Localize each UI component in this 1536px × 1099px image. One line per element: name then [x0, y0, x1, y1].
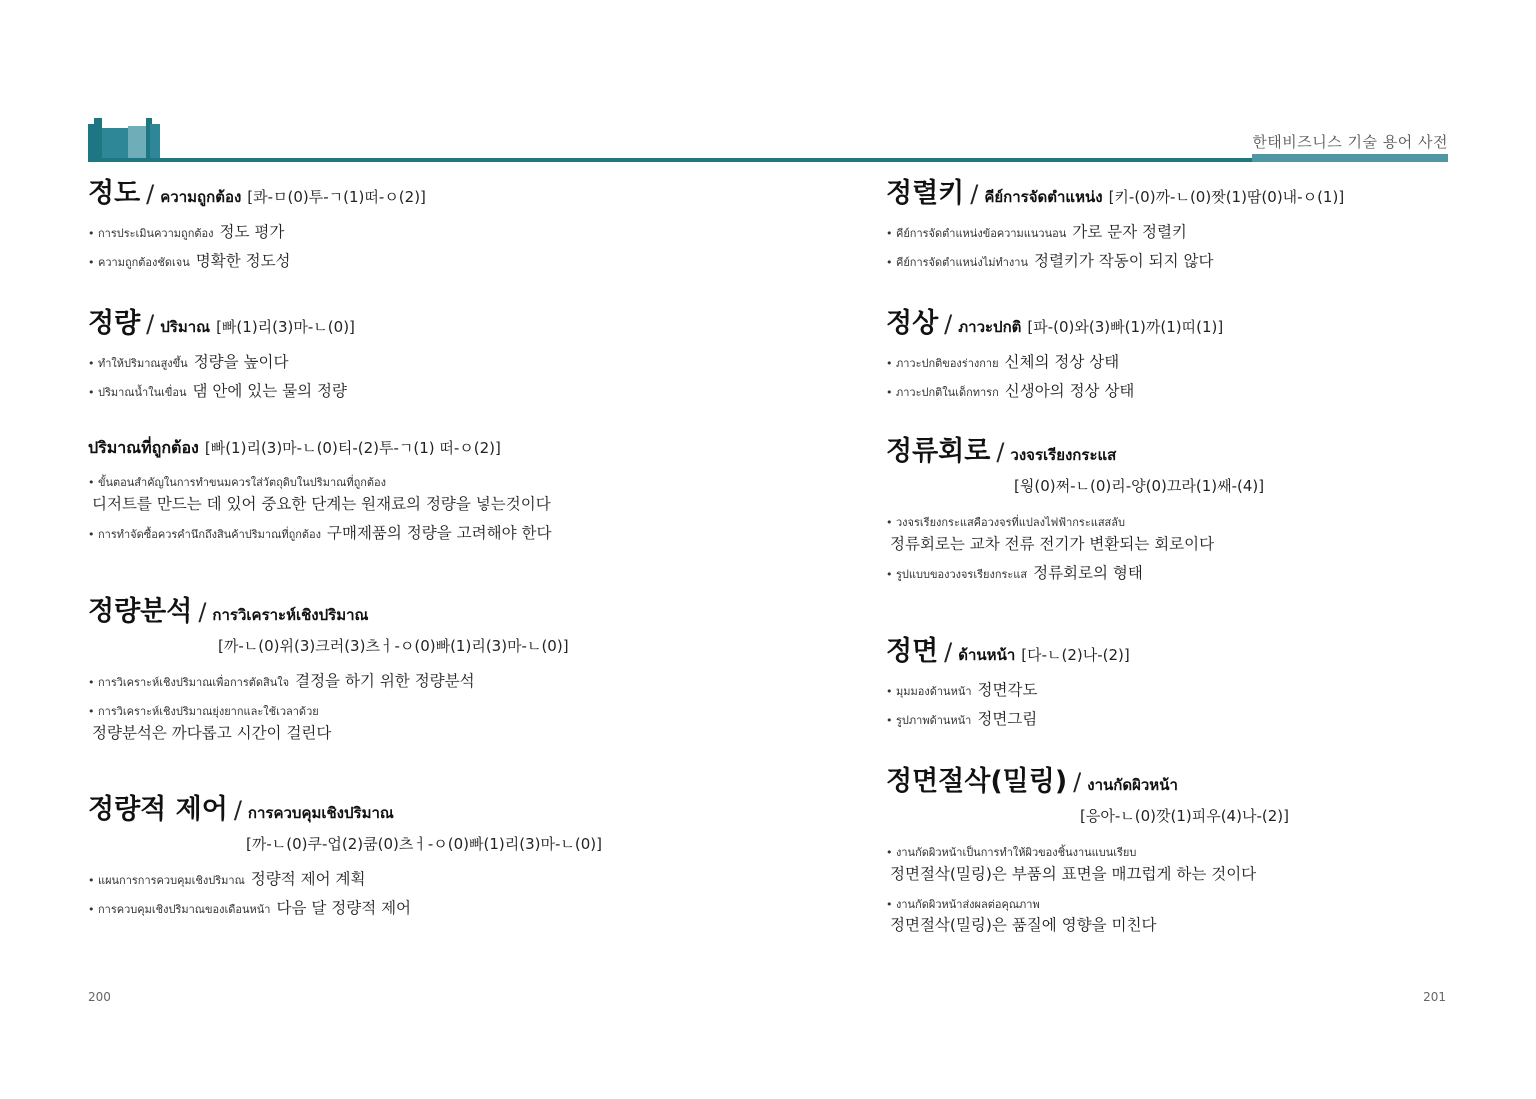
header-rule	[88, 158, 1448, 162]
page-number-left: 200	[88, 990, 111, 1004]
entry-thai: ด้านหน้า	[958, 646, 1016, 664]
dictionary-entry: 정상 / ภาวะปกติ [파-(0)와(3)빠(1)까(1)띠(1)] • ภาวะปกติของร่างกาย 신체의 정상 상태 • ภาวะปกติในเด็กทารก 신생아의 정상 상태	[886, 310, 1486, 402]
example-item: • ปริมาณน้ำในเขื่อน 댐 안에 있는 물의 정량	[88, 381, 347, 400]
entry-pronunciation: [응아-ㄴ(0)깟(1)피우(4)나-(2)]	[1080, 807, 1289, 825]
example-item: • แผนการการควบคุมเชิงปริมาณ 정량적 제어 계획	[88, 870, 366, 888]
entry-term: 정도	[88, 178, 141, 209]
entry-term: 정량적 제어	[88, 794, 228, 825]
entry-thai: คีย์การจัดตำแหน่ง	[984, 188, 1103, 206]
entry-thai: ภาวะปกติ	[958, 318, 1022, 336]
example-item: • ความถูกต้องชัดเจน 명확한 정도성	[88, 251, 291, 270]
entry-term: 정량분석	[88, 596, 193, 627]
dictionary-entry: 정류회로 / วงจรเรียงกระแส [웡(0)쩌-ㄴ(0)리-양(0)끄라(1)쌔-(4)] • วงจรเรียงกระแสคือวงจรที่แปลงไฟฟ้ากระแสสลับ 정류회로는 교차 전류 전기가 변환되는 회로이다 • รูปแบบของวงจรเรียงกระแส 정류회로의 형태	[886, 438, 1486, 583]
dictionary-entry: 정면 / ด้านหน้า [다-ㄴ(2)나-(2)] • มุมมองด้านหน้า 정면각도 • รูปภาพด้านหน้า 정면그림	[886, 638, 1486, 730]
page-number-right: 201	[1423, 990, 1446, 1004]
entry-pronunciation: [까-ㄴ(0)위(3)크러(3)츠ㅓ-ㅇ(0)빠(1)리(3)마-ㄴ(0)]	[218, 637, 569, 655]
entry-pronunciation: [콰-ㅁ(0)투-ㄱ(1)떠-ㅇ(2)]	[247, 188, 426, 206]
entry-term: ปริมาณที่ถูกต้อง	[88, 438, 199, 457]
example-item: • ขั้นตอนสำคัญในการทำขนมควรใส่วัตถุดิบในปริมาณที่ถูกต้อง 디저트를 만드는 데 있어 중요한 단계는 원재료의 정량을 넣는것이다	[88, 476, 551, 513]
example-item: • ทำให้ปริมาณสูงขึ้น 정량을 높이다	[88, 353, 289, 371]
entry-pronunciation: [까-ㄴ(0)쿠-업(2)쿰(0)츠ㅓ-ㅇ(0)빠(1)리(3)마-ㄴ(0)]	[246, 835, 602, 853]
example-item: • ภาวะปกติของร่างกาย 신체의 정상 상태	[886, 353, 1120, 371]
entry-pronunciation: [파-(0)와(3)빠(1)까(1)띠(1)]	[1027, 318, 1224, 336]
example-item: • รูปแบบของวงจรเรียงกระแส 정류회로의 형태	[886, 563, 1143, 582]
entry-thai: งานกัดผิวหน้า	[1087, 776, 1178, 794]
entry-pronunciation: [빠(1)리(3)마-ㄴ(0)티-(2)투-ㄱ(1) 떠-ㅇ(2)]	[204, 439, 501, 457]
entry-term: 정면절삭(밀링)	[886, 766, 1068, 797]
entry-pronunciation: [키-(0)까-ㄴ(0)짯(1)땀(0)내-ㅇ(1)]	[1108, 188, 1345, 206]
entry-pronunciation: [다-ㄴ(2)나-(2)]	[1021, 646, 1130, 664]
example-item: • ภาวะปกติในเด็กทารก 신생아의 정상 상태	[886, 381, 1135, 400]
entry-pronunciation: [빠(1)리(3)마-ㄴ(0)]	[216, 318, 355, 336]
dictionary-entry	[88, 440, 728, 543]
book-title: 한태비즈니스 기술 용어 사전	[1252, 133, 1448, 151]
example-item: • มุมมองด้านหน้า 정면각도	[886, 681, 1038, 699]
entry-term: 정량	[88, 308, 141, 339]
dictionary-entry: 정렬키 / คีย์การจัดตำแหน่ง [키-(0)까-ㄴ(0)짯(1)땀(0)내-ㅇ(1)] • คีย์การจัดตำแหน่งข้อความแนวนอน 가로 문자 정렬키 • คีย์การจัดตำแหน่งไม่ทำงาน 정렬키가 작동이 되지 않다	[886, 180, 1486, 272]
entry-term: 정면	[886, 636, 939, 667]
example-item: • การประเมินความถูกต้อง 정도 평가	[88, 223, 285, 241]
example-item: • งานกัดผิวหน้าส่งผลต่อคุณภาพ 정면절삭(밀링)은 품질에 영향을 미친다	[886, 897, 1157, 935]
example-item: • การควบคุมเชิงปริมาณของเดือนหน้า 다음 달 정량적 제어	[88, 898, 412, 917]
dictionary-entry: 정면절삭(밀링) / งานกัดผิวหน้า [응아-ㄴ(0)깟(1)피우(4)나-(2)] • งานกัดผิวหน้าเป็นการทำให้ผิวของชิ้นงานแบนเรียบ 정면절삭(밀링)은 부품의 표면을 매끄럽게 하는 것이다 • งานกัดผิวหน้าส่งผลต่อคุณภาพ 정면절삭(밀링)은 품질에 영향을 미친다	[886, 768, 1486, 936]
dictionary-entry: 정량 / ปริมาณ [빠(1)리(3)마-ㄴ(0)] • ทำให้ปริมาณสูงขึ้น 정량을 높이다 • ปริมาณน้ำในเขื่อน 댐 안에 있는 물의 정량	[88, 310, 728, 402]
example-item: • งานกัดผิวหน้าเป็นการทำให้ผิวของชิ้นงานแบนเรียบ 정면절삭(밀링)은 부품의 표면을 매끄럽게 하는 것이다	[886, 846, 1257, 883]
dictionary-entry: 정량적 제어 / การควบคุมเชิงปริมาณ [까-ㄴ(0)쿠-업(2)쿰(0)츠ㅓ-ㅇ(0)빠(1)리(3)마-ㄴ(0)] • แผนการการควบคุมเชิงปริมาณ 정량적 제어 계획 • การควบคุมเชิงปริมาณของเดือนหน้า 다음 달 정량적 제어	[88, 796, 728, 919]
entry-thai: การวิเคราะห์เชิงปริมาณ	[212, 606, 369, 624]
entry-thai: ปริมาณ	[160, 318, 211, 336]
entry-term: 정류회로	[886, 436, 991, 467]
example-item: • คีย์การจัดตำแหน่งข้อความแนวนอน 가로 문자 정렬키	[886, 223, 1187, 241]
entry-pronunciation: [웡(0)쩌-ㄴ(0)리-양(0)끄라(1)쌔-(4)]	[1014, 477, 1265, 495]
example-item: • การวิเคราะห์เชิงปริมาณเพื่อการตัดสินใจ 결정을 하기 위한 정량분석	[88, 672, 475, 690]
dictionary-entry: 정도 / ความถูกต้อง [콰-ㅁ(0)투-ㄱ(1)떠-ㅇ(2)] • การประเมินความถูกต้อง 정도 평가 • ความถูกต้องชัดเจน 명확한 정도성	[88, 180, 728, 272]
entry-term: 정렬키	[886, 178, 965, 209]
entry-thai: ความถูกต้อง	[160, 188, 242, 206]
header-decoration	[88, 116, 160, 162]
example-item: • รูปภาพด้านหน้า 정면그림	[886, 709, 1038, 728]
example-item: • การทำจัดซื้อควรคำนึกถึงสินค้าปริมาณที่ถูกต้อง 구매제품의 정량을 고려해야 한다	[88, 523, 552, 542]
page-header	[88, 116, 1448, 164]
example-item: • คีย์การจัดตำแหน่งไม่ทำงาน 정렬키가 작동이 되지 않다	[886, 251, 1214, 270]
dictionary-entry: 정량분석 / การวิเคราะห์เชิงปริมาณ [까-ㄴ(0)위(3)크러(3)츠ㅓ-ㅇ(0)빠(1)리(3)마-ㄴ(0)] • การวิเคราะห์เชิงปริมาณเพื่อการตัดสินใจ 결정을 하기 위한 정량분석 • การวิเคราะห์เชิงปริมาณยุ่งยากและใช้เวลาด้วย 정량분석은 까다롭고 시간이 걸린다	[88, 598, 728, 743]
entry-thai: วงจรเรียงกระแส	[1010, 446, 1117, 464]
example-item: • วงจรเรียงกระแสคือวงจรที่แปลงไฟฟ้ากระแสสลับ 정류회로는 교차 전류 전기가 변환되는 회로이다	[886, 516, 1215, 553]
entry-thai: การควบคุมเชิงปริมาณ	[247, 804, 394, 822]
entry-term: 정상	[886, 308, 939, 339]
example-item: • การวิเคราะห์เชิงปริมาณยุ่งยากและใช้เวลาด้วย 정량분석은 까다롭고 시간이 걸린다	[88, 704, 332, 742]
header-rule-accent	[1252, 154, 1448, 162]
